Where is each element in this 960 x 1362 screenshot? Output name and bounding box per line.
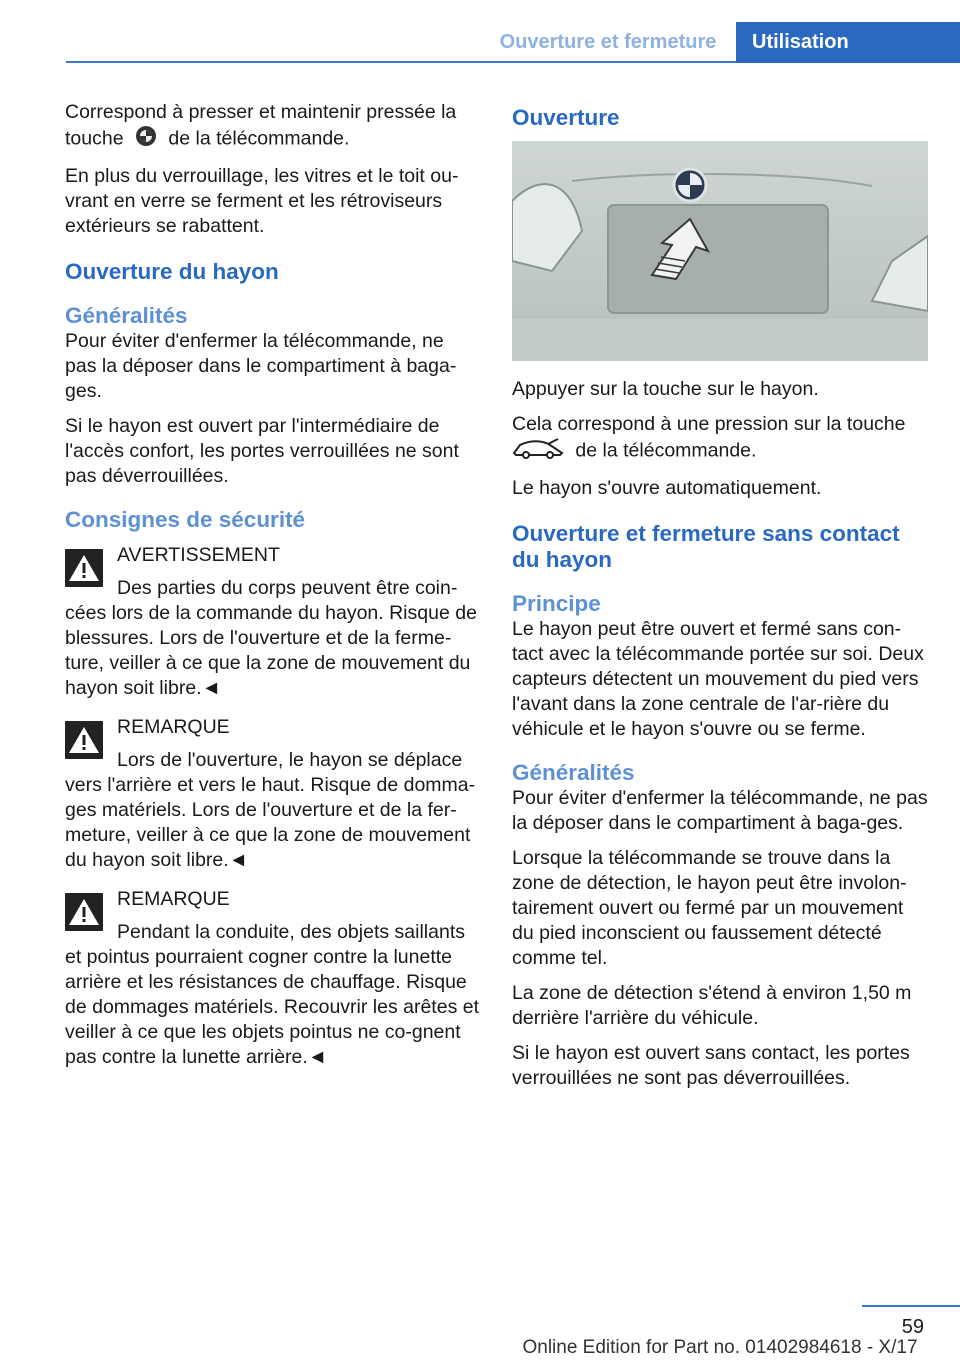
car-trunk-button-icon	[512, 437, 564, 466]
right-column	[512, 100, 928, 1101]
paragraph-general-2: Si le hayon est ouvert par l'intermédiaire de l'accès confort, les portes verrouillées ne sont pas déverrouillées.	[65, 415, 459, 487]
warning-triangle-icon	[65, 549, 103, 587]
paragraph-principle: Le hayon peut être ouvert et fermé sans con-tact avec la télécommande portée sur soi. Deux capteurs détectent un mouvement du pied vers l'avant dans la zone centrale de l'ar-rière du véhicule et le hayon s'ouvre ou se ferme.	[512, 618, 924, 740]
edition-note: Online Edition for Part no. 01402984618 - X/17	[522, 1337, 918, 1358]
heading-principle: Principe	[512, 591, 601, 616]
warning-triangle-icon	[65, 893, 103, 931]
bmw-lock-button-icon	[135, 125, 157, 154]
left-column	[65, 100, 479, 1084]
paragraph-doors-locked: Si le hayon est ouvert sans contact, les portes verrouillées ne sont pas déverrouillées.	[512, 1042, 910, 1089]
warning-block: REMARQUE Lors de l'ouverture, le hayon se déplace vers l'arrière et vers le haut. Risque de domma-ges matériels. Lors de l'ouverture et de la fer-meture, veiller à ce que la zone de mouvement du hayon soit libre.◄	[65, 716, 476, 871]
page-number: 59	[901, 1316, 924, 1338]
paragraph-locking: En plus du verrouillage, les vitres et le toit ou-vrant en verre se ferment et les rétroviseurs extérieurs se rabattent.	[65, 165, 459, 237]
paragraph-detection-zone: La zone de détection s'étend à environ 1,50 m derrière l'arrière du véhicule.	[512, 982, 912, 1029]
heading-general-right: Généralités	[512, 760, 635, 785]
paragraph-auto-open: Le hayon s'ouvre automatiquement.	[512, 477, 822, 499]
heading-opening: Ouverture	[512, 105, 620, 130]
trunk-button-photo	[512, 141, 928, 361]
paragraph-lock-key: Correspond à presser et maintenir pressée la touche de la télécommande.	[65, 100, 479, 154]
paragraph-press-button: Appuyer sur la touche sur le hayon.	[512, 378, 819, 400]
header-chapter: Utilisation	[736, 22, 960, 63]
warning-block: REMARQUE Pendant la conduite, des objets saillants et pointus pourraient cogner contre la lunette arrière et les résistances de chauffage. Risque de dommages matériels. Recouvrir les arêtes et veiller à ce que les objets pointus ne co-gnent pas contre la lunette arrière.◄	[65, 888, 480, 1068]
warning-block: AVERTISSEMENT Des parties du corps peuvent être coin- cées lors de la commande du hayon. Risque de blessures. Lors de l'ouverture et de la ferme-ture, veiller à ce que la zone de mouvement du hayon soit libre.◄	[65, 544, 477, 699]
heading-safety: Consignes de sécurité	[65, 507, 306, 532]
heading-general: Généralités	[65, 303, 188, 328]
heading-trunk-opening: Ouverture du hayon	[65, 259, 279, 284]
paragraph-general-right-1: Pour éviter d'enfermer la télécommande, ne pas la déposer dans le compartiment à baga-ges.	[512, 787, 928, 834]
footer-rule	[862, 1305, 960, 1307]
paragraph-general-1: Pour éviter d'enfermer la télécommande, ne pas la déposer dans le compartiment à baga-ges.	[65, 330, 457, 402]
warning-triangle-icon	[65, 721, 103, 759]
paragraph-general-right-2: Lorsque la télécommande se trouve dans la zone de détection, le hayon peut être involon-tairement ouvert ou fermé par un mouvement du pied inconscient ou faussement détecté comme tel.	[512, 847, 907, 969]
heading-contactless: Ouverture et fermeture sans contact du hayon	[512, 521, 900, 572]
header-section: Ouverture et fermeture	[499, 31, 717, 53]
paragraph-corresponds: Cela correspond à une pression sur la touche de la télécommande.	[512, 412, 928, 466]
